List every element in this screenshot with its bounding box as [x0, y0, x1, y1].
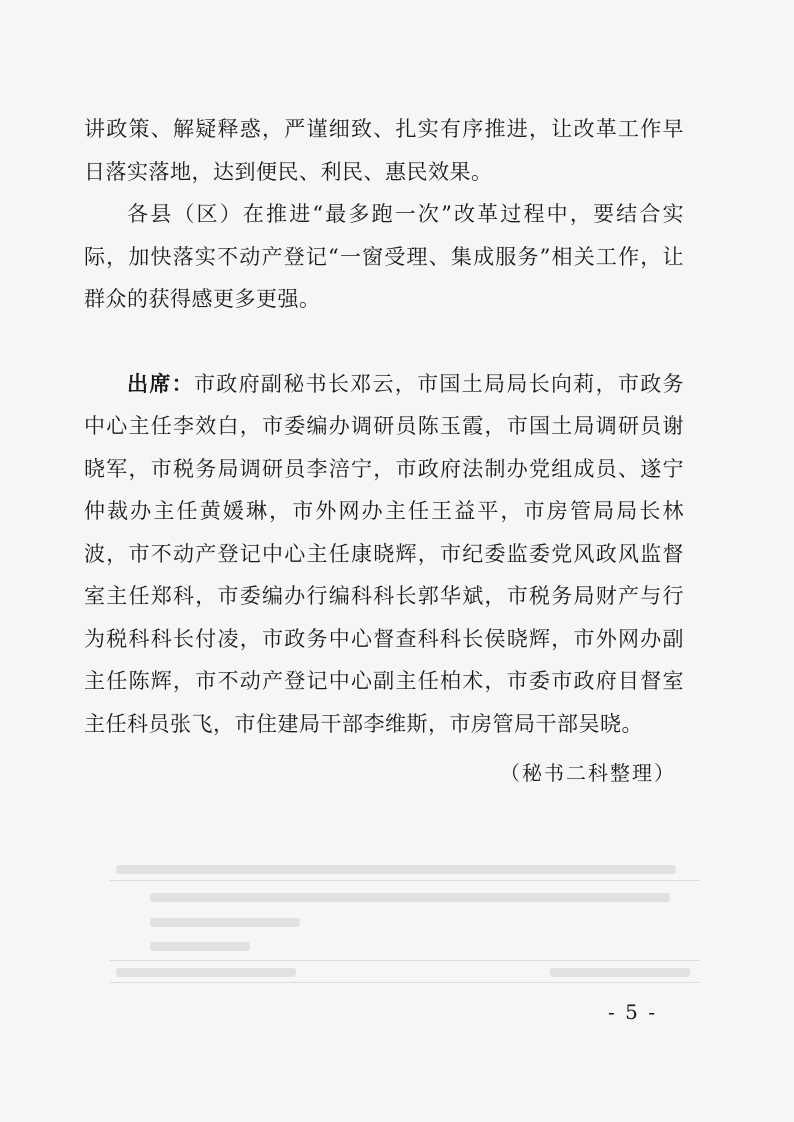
attendance-section: [84, 363, 684, 746]
document-body: [84, 108, 684, 745]
paragraph-continuation: 讲政策、解疑释惑，严谨细致、扎实有序推进，让改革工作早日落实落地，达到便民、利民、惠民效果。: [84, 117, 684, 184]
paragraph-gap: [84, 321, 684, 363]
reverse-side-bleed-through: [110, 860, 710, 990]
attendance-label: 出席：: [127, 371, 194, 396]
page-number: - 5 -: [608, 1000, 657, 1024]
paragraph-counties: 各县（区）在推进“最多跑一次”改革过程中，要结合实际，加快落实不动产登记“一窗受理、集成服务”相关工作，让群众的获得感更多更强。: [84, 202, 684, 311]
organizer-note: （秘书二科整理）: [500, 761, 676, 785]
attendance-list: 市政府副秘书长邓云，市国土局局长向莉，市政务中心主任李效白，市委编办调研员陈玉霞，市国土局调研员谢晓军，市税务局调研员李涪宁，市政府法制办党组成员、遂宁仲裁办主任黄媛琳，市外网办主任王益平，市房管局局长林波，市不动产登记中心主任康晓辉，市纪委监委党风政风监督室主任郑科，市委编办行编科科长郭华斌，市税务局财产与行为税科科长付凌，市政务中心督查科科长侯晓辉，市外网办副主任陈辉，市不动产登记中心副主任柏术，市委市政府目督室主任科员张飞，市住建局干部李维斯，市房管局干部吴晓。: [84, 371, 685, 736]
